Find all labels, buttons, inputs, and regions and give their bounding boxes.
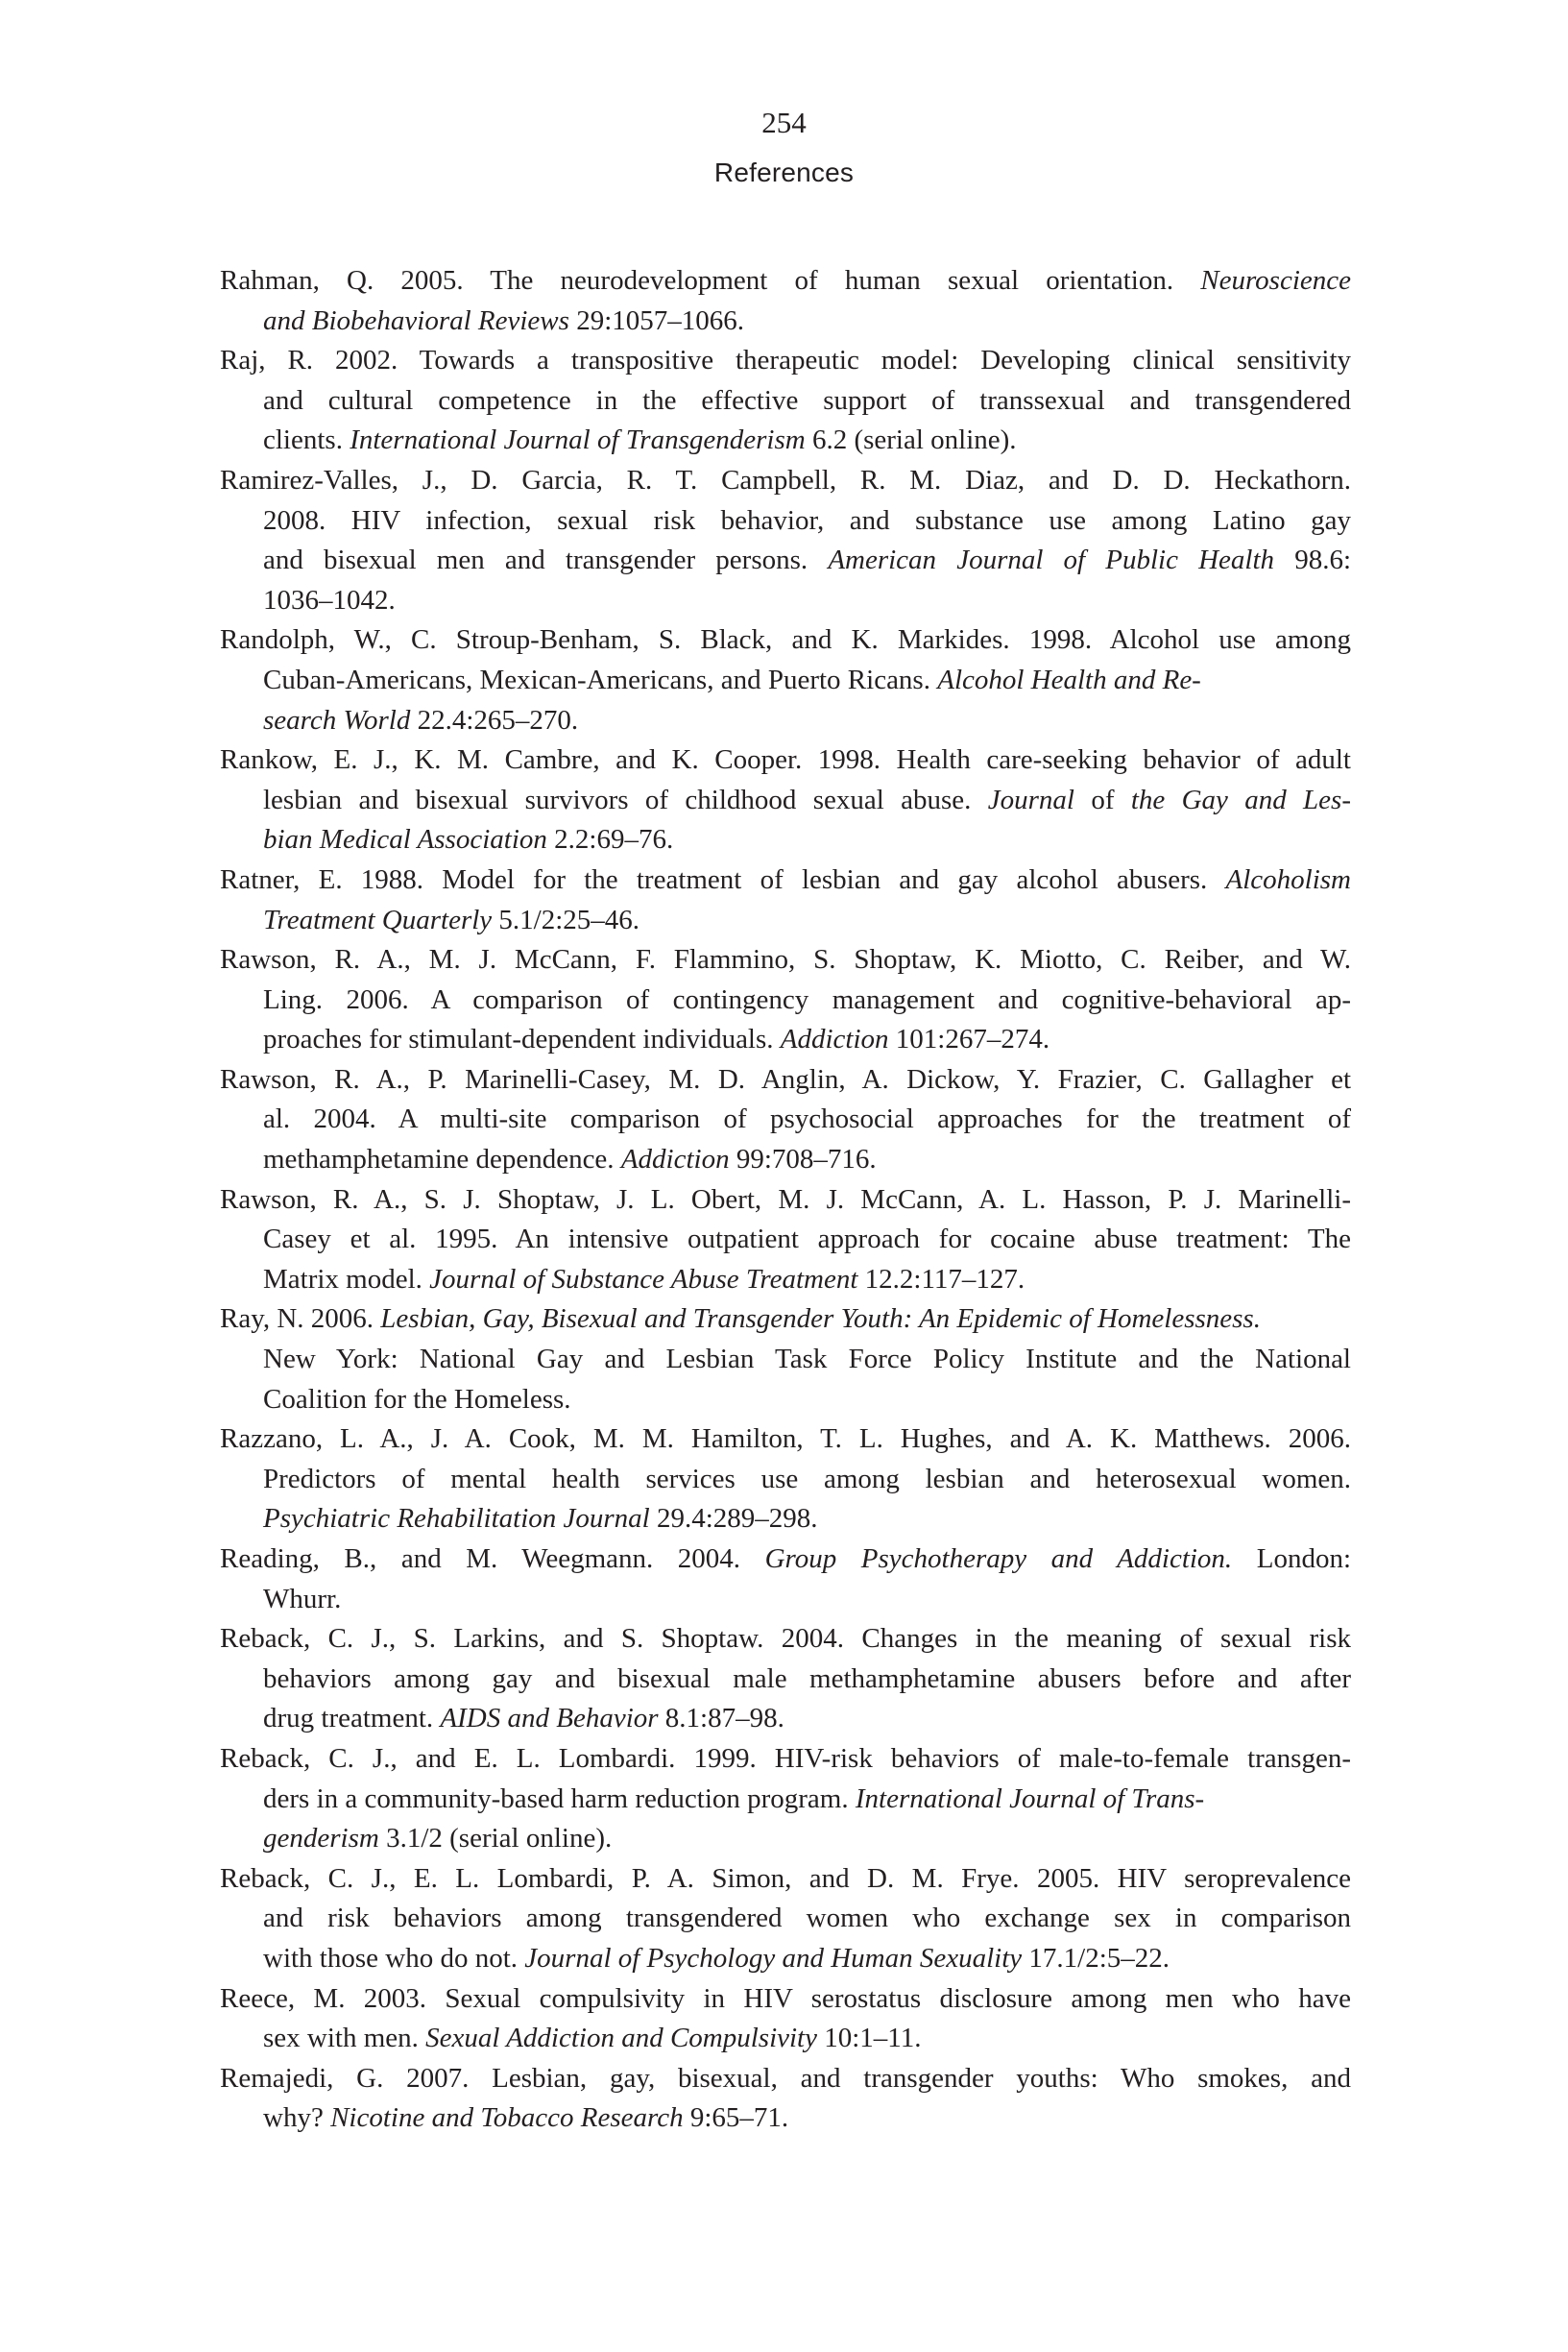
reference-text: Ramirez-Valles, J., D. Garcia, R. T. Campbell, R. M. Diaz, and D. D. Heckathorn. xyxy=(220,464,1351,496)
reference-text: Reece, M. 2003. Sexual compulsivity in HIV serostatus disclosure among men who have xyxy=(220,1982,1351,2014)
reference-title-italic: Addiction xyxy=(780,1024,889,1055)
reference-line xyxy=(220,381,1351,422)
reference-text: Matrix model. xyxy=(263,1263,430,1295)
reference-line xyxy=(220,1499,1351,1540)
reference-entry xyxy=(220,1979,1351,2059)
reference-line xyxy=(220,421,1351,461)
reference-text: New York: National Gay and Lesbian Task Force Policy Institute and the National xyxy=(263,1344,1351,1375)
reference-text: 3.1/2 (serial online). xyxy=(378,1823,613,1855)
reference-list xyxy=(220,261,1351,2139)
running-head: References xyxy=(713,158,855,187)
reference-text: Reback, C. J., E. L. Lombardi, P. A. Simon, and D. M. Frye. 2005. HIV seroprevalence xyxy=(220,1862,1351,1894)
reference-text: Razzano, L. A., J. A. Cook, M. M. Hamilton, T. L. Hughes, and A. K. Matthews. 2006. xyxy=(220,1423,1351,1455)
reference-line xyxy=(220,940,1351,981)
reference-entry xyxy=(220,1419,1351,1540)
reference-text: 29:1057–1066. xyxy=(568,304,744,336)
reference-entry xyxy=(220,1540,1351,1619)
reference-title-italic: American Journal of Public Health xyxy=(828,545,1275,576)
reference-title-italic: the Gay and Les- xyxy=(1130,784,1351,815)
reference-entry xyxy=(220,1060,1351,1180)
reference-text: 12.2:117–127. xyxy=(857,1263,1025,1295)
reference-line xyxy=(220,1699,1351,1739)
reference-text: 2008. HIV infection, sexual risk behavior, and substance use among Latino gay xyxy=(263,504,1351,536)
reference-title-italic: and Biobehavioral Reviews xyxy=(263,304,569,336)
reference-text: Casey et al. 1995. An intensive outpatient approach for cocaine abuse treatment: The xyxy=(263,1224,1351,1255)
reference-line xyxy=(220,981,1351,1021)
reference-title-italic: International Journal of Trans- xyxy=(855,1782,1205,1814)
reference-text: Remajedi, G. 2007. Lesbian, gay, bisexual, and transgender youths: Who smokes, and xyxy=(220,2062,1351,2094)
reference-line xyxy=(220,620,1351,661)
reference-text: 17.1/2:5–22. xyxy=(1022,1942,1170,1974)
reference-title-italic: Sexual Addiction and Compulsivity xyxy=(425,2023,817,2054)
reference-line xyxy=(220,461,1351,501)
reference-text: Coalition for the Homeless. xyxy=(263,1383,571,1415)
reference-text: with those who do not. xyxy=(263,1942,525,1974)
reference-title-italic: Psychiatric Rehabilitation Journal xyxy=(263,1503,650,1535)
reference-text: Reading, B., and M. Weegmann. 2004. xyxy=(220,1543,765,1574)
reference-line xyxy=(220,901,1351,941)
reference-line xyxy=(220,1299,1351,1340)
reference-text: 29.4:289–298. xyxy=(649,1503,818,1535)
reference-title-italic: genderism xyxy=(263,1823,379,1855)
reference-entry xyxy=(220,2059,1351,2139)
reference-text: Rawson, R. A., P. Marinelli-Casey, M. D. Anglin, A. Dickow, Y. Frazier, C. Gallagher et xyxy=(220,1063,1351,1095)
reference-line xyxy=(220,1660,1351,1700)
reference-line xyxy=(220,2019,1351,2059)
reference-line xyxy=(220,1060,1351,1101)
reference-text: 101:267–274. xyxy=(888,1024,1050,1055)
reference-entry xyxy=(220,261,1351,341)
reference-text: Ling. 2006. A comparison of contingency management and cognitive-behavioral ap- xyxy=(263,983,1351,1015)
reference-entry xyxy=(220,620,1351,740)
reference-text: and risk behaviors among transgendered women who exchange sex in comparison xyxy=(263,1903,1351,1934)
reference-text: and cultural competence in the effective support of transsexual and transgendered xyxy=(263,384,1351,416)
reference-title-italic: Addiction xyxy=(620,1144,730,1176)
reference-entry xyxy=(220,861,1351,940)
reference-entry xyxy=(220,1859,1351,1979)
reference-line xyxy=(220,1020,1351,1060)
reference-entry xyxy=(220,1739,1351,1859)
reference-line xyxy=(220,501,1351,542)
reference-line xyxy=(220,2059,1351,2099)
reference-title-italic: Nicotine and Tobacco Research xyxy=(330,2102,684,2134)
reference-text: and bisexual men and transgender persons. xyxy=(263,545,829,576)
reference-line xyxy=(220,1739,1351,1780)
reference-text: Whurr. xyxy=(263,1583,342,1614)
reference-title-italic: search World xyxy=(263,704,411,736)
reference-text: of xyxy=(1073,784,1131,815)
reference-text: 99:708–716. xyxy=(729,1144,877,1176)
reference-line xyxy=(220,2098,1351,2139)
reference-text: Predictors of mental health services use among lesbian and heterosexual women. xyxy=(263,1463,1351,1494)
reference-text: 22.4:265–270. xyxy=(410,704,579,736)
reference-text: Rankow, E. J., K. M. Cambre, and K. Cooper. 1998. Health care-seeking behavior of adult xyxy=(220,744,1351,776)
reference-text: Reback, C. J., S. Larkins, and S. Shoptaw. 2004. Changes in the meaning of sexual risk xyxy=(220,1623,1351,1655)
reference-entry xyxy=(220,740,1351,861)
reference-text: sex with men. xyxy=(263,2023,426,2054)
reference-line xyxy=(220,1899,1351,1939)
reference-line xyxy=(220,1340,1351,1380)
reference-line xyxy=(220,1419,1351,1460)
reference-line xyxy=(220,1819,1351,1859)
reference-text: Rahman, Q. 2005. The neurodevelopment of human sexual orientation. xyxy=(220,265,1201,296)
reference-title-italic: Alcohol Health and Re- xyxy=(937,664,1201,695)
reference-title-italic: Journal of Psychology and Human Sexuality xyxy=(524,1942,1023,1974)
page-number: 254 xyxy=(761,106,807,139)
reference-text: Randolph, W., C. Stroup-Benham, S. Black, and K. Markides. 1998. Alcohol use among xyxy=(220,624,1351,656)
reference-line xyxy=(220,541,1351,581)
reference-text: Ray, N. 2006. xyxy=(220,1303,381,1335)
reference-text: ders in a community-based harm reduction program. xyxy=(263,1782,856,1814)
reference-text: 6.2 (serial online). xyxy=(805,424,1017,456)
reference-text: 2.2:69–76. xyxy=(546,824,674,856)
reference-text: Rawson, R. A., M. J. McCann, F. Flammino, S. Shoptaw, K. Miotto, C. Reiber, and W. xyxy=(220,944,1351,976)
reference-title-italic: Journal xyxy=(987,784,1074,815)
reference-title-italic: Lesbian, Gay, Bisexual and Transgender Youth: An Epidemic of Homelessness. xyxy=(380,1303,1261,1335)
reference-text: Cuban-Americans, Mexican-Americans, and Puerto Ricans. xyxy=(263,664,938,695)
reference-text: 9:65–71. xyxy=(683,2102,789,2134)
reference-line xyxy=(220,1979,1351,2020)
reference-text: 5.1/2:25–46. xyxy=(492,904,640,935)
reference-title-italic: AIDS and Behavior xyxy=(440,1703,659,1734)
reference-line xyxy=(220,1180,1351,1221)
reference-line xyxy=(220,1100,1351,1140)
reference-text: why? xyxy=(263,2102,331,2134)
reference-entry xyxy=(220,1619,1351,1739)
reference-line xyxy=(220,861,1351,901)
reference-text: proaches for stimulant-dependent individuals. xyxy=(263,1024,781,1055)
reference-line xyxy=(220,1140,1351,1180)
reference-text: lesbian and bisexual survivors of childhood sexual abuse. xyxy=(263,784,988,815)
reference-entry xyxy=(220,1180,1351,1300)
reference-text: clients. xyxy=(263,424,350,456)
reference-line xyxy=(220,1619,1351,1660)
reference-entry xyxy=(220,1299,1351,1419)
reference-text: al. 2004. A multi-site comparison of psychosocial approaches for the treatment of xyxy=(263,1103,1351,1135)
reference-line xyxy=(220,341,1351,381)
reference-text: London: xyxy=(1232,1543,1351,1574)
reference-text: Ratner, E. 1988. Model for the treatment of lesbian and gay alcohol abusers. xyxy=(220,863,1226,895)
reference-title-italic: International Journal of Transgenderism xyxy=(350,424,806,456)
reference-line xyxy=(220,1859,1351,1900)
reference-title-italic: bian Medical Association xyxy=(263,824,547,856)
reference-line xyxy=(220,1540,1351,1580)
reference-entry xyxy=(220,461,1351,620)
reference-line xyxy=(220,740,1351,781)
reference-title-italic: Neuroscience xyxy=(1200,265,1351,296)
reference-line xyxy=(220,1380,1351,1420)
reference-title-italic: Journal of Substance Abuse Treatment xyxy=(429,1263,858,1295)
reference-text: 10:1–11. xyxy=(816,2023,922,2054)
reference-text: 1036–1042. xyxy=(263,584,396,616)
reference-text: 98.6: xyxy=(1274,545,1351,576)
reference-line xyxy=(220,701,1351,741)
reference-line xyxy=(220,1939,1351,1979)
reference-line xyxy=(220,820,1351,861)
reference-entry xyxy=(220,940,1351,1060)
reference-line xyxy=(220,261,1351,302)
reference-text: Raj, R. 2002. Towards a transpositive therapeutic model: Developing clinical sensitivity xyxy=(220,345,1351,376)
reference-line xyxy=(220,1260,1351,1300)
reference-title-italic: Treatment Quarterly xyxy=(263,904,493,935)
reference-line xyxy=(220,581,1351,621)
reference-line xyxy=(220,1460,1351,1500)
reference-entry xyxy=(220,341,1351,461)
reference-line xyxy=(220,781,1351,821)
reference-line xyxy=(220,661,1351,701)
reference-title-italic: Alcoholism xyxy=(1225,863,1351,895)
reference-text: methamphetamine dependence. xyxy=(263,1144,621,1176)
reference-line xyxy=(220,1780,1351,1820)
reference-text: Rawson, R. A., S. J. Shoptaw, J. L. Obert, M. J. McCann, A. L. Hasson, P. J. Marinelli- xyxy=(220,1183,1351,1215)
reference-text: behaviors among gay and bisexual male methamphetamine abusers before and after xyxy=(263,1662,1351,1694)
reference-line xyxy=(220,302,1351,342)
reference-text: 8.1:87–98. xyxy=(658,1703,784,1734)
reference-title-italic: Group Psychotherapy and Addiction. xyxy=(764,1543,1233,1574)
reference-line xyxy=(220,1220,1351,1260)
reference-text: drug treatment. xyxy=(263,1703,441,1734)
reference-text: Reback, C. J., and E. L. Lombardi. 1999. HIV-risk behaviors of male-to-female transgen- xyxy=(220,1742,1351,1774)
reference-line xyxy=(220,1580,1351,1620)
